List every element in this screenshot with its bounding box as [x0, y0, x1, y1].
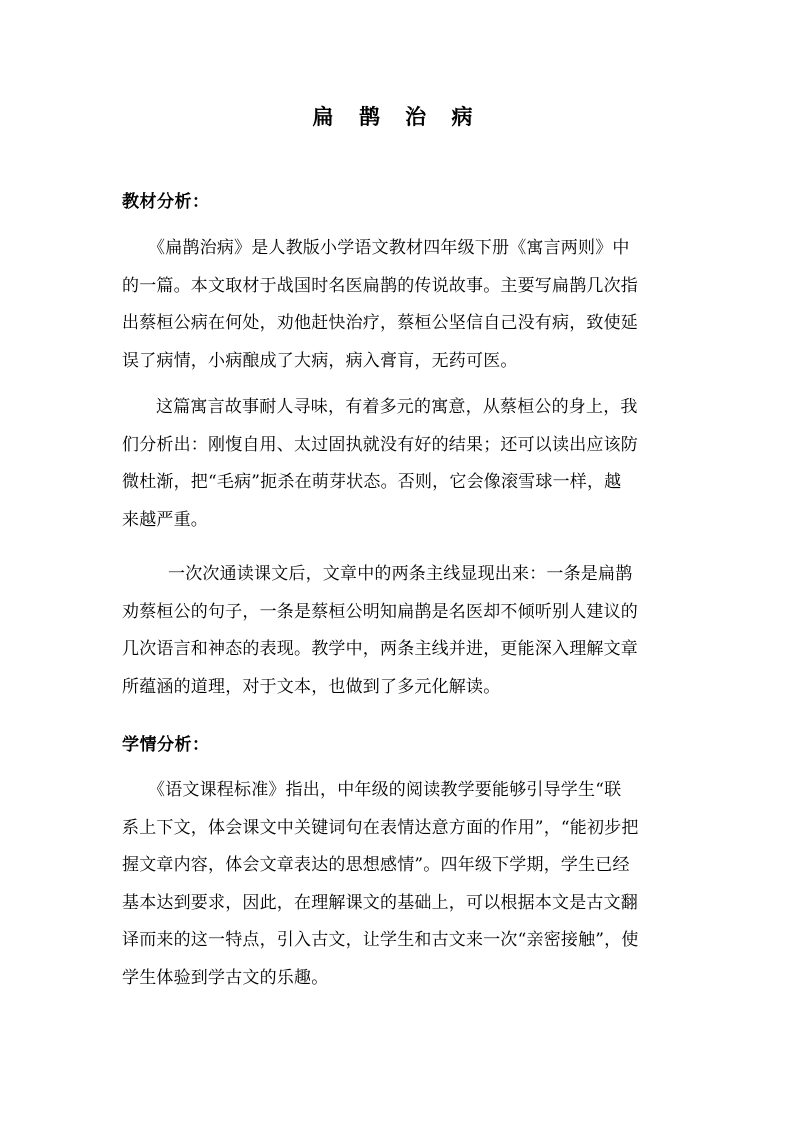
paragraph-line: 所蕴涵的道理，对于文本，也做到了多元化解读。 [122, 676, 501, 697]
paragraph-4 [122, 772, 682, 997]
paragraph-1 [122, 230, 682, 380]
paragraph-line: 一次次通读课文后，文章中的两条主线显现出来：一条是扁鹊 [168, 564, 633, 584]
paragraph-3 [122, 556, 682, 706]
paragraph-line: 基本达到要求，因此，在理解课文的基础上，可以根据本文是古文翻 [122, 892, 638, 913]
paragraph-line: 《语文课程标准》指出，中年级的阅读教学要能够引导学生“联 [148, 780, 622, 800]
paragraph-line: 误了病情，小病酿成了大病，病入膏肓，无药可医。 [122, 350, 518, 371]
section-heading-textbook-analysis: 教材分析： [122, 192, 210, 212]
paragraph-line: 几次语言和神态的表现。教学中，两条主线并进，更能深入理解文章 [122, 639, 638, 659]
paragraph-line: 们分析出：刚愎自用、太过固执就没有好的结果；还可以读出应该防 [122, 434, 638, 455]
paragraph-2 [122, 389, 682, 539]
page-title: 扁 鹊 治 病 [312, 104, 482, 129]
paragraph-line: 学生体验到学古文的乐趣。 [122, 967, 329, 988]
paragraph-line: 微杜渐，把“毛病”扼杀在萌芽状态。否则，它会像滚雪球一样，越 [122, 472, 622, 492]
paragraph-line: 劝蔡桓公的句子，一条是蔡桓公明知扁鹊是名医却不倾听别人建议的 [122, 601, 638, 622]
paragraph-line: 《扁鹊治病》是人教版小学语文教材四年级下册《寓言两则》中 [148, 238, 630, 258]
paragraph-line: 握文章内容，体会文章表达的思想感情”。四年级下学期，学生已经 [122, 855, 630, 875]
paragraph-line: 出蔡桓公病在何处，劝他赶快治疗，蔡桓公坚信自己没有病，致使延 [122, 313, 638, 333]
paragraph-line: 这篇寓言故事耐人寻味，有着多元的寓意，从蔡桓公的身上，我 [156, 397, 638, 417]
paragraph-line: 的一篇。本文取材于战国时名医扁鹊的传说故事。主要写扁鹊几次指 [122, 275, 638, 296]
paragraph-line: 译而来的这一特点，引入古文，让学生和古文来一次“亲密接触”，使 [122, 930, 639, 950]
paragraph-line: 来越严重。 [122, 509, 208, 530]
section-heading-learning-analysis: 学情分析： [122, 735, 210, 755]
paragraph-line: 系上下文，体会课文中关键词句在表情达意方面的作用”，“能初步把 [122, 817, 639, 838]
